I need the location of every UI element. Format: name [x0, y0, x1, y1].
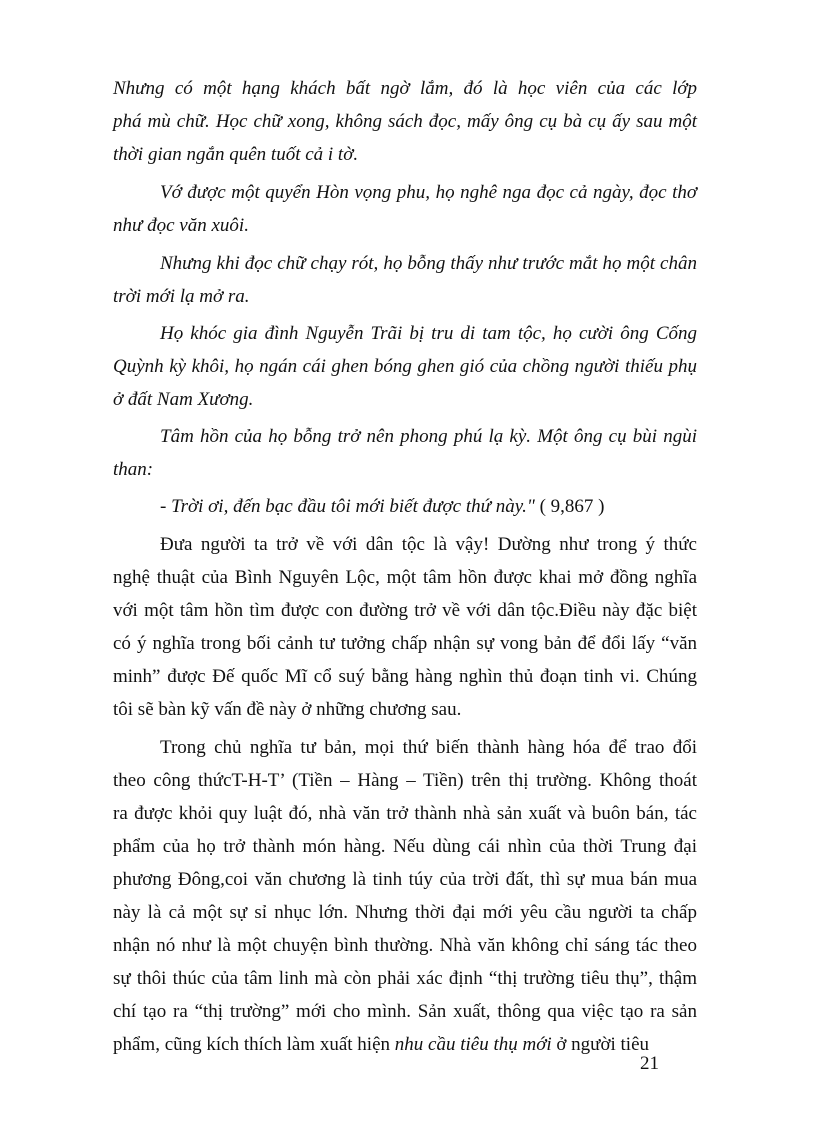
quote-line [160, 495, 697, 519]
text-line: sự thôi thúc của tâm linh mà còn phải xác định “thị trường tiêu thụ”, thậm [113, 968, 697, 989]
text-line: than: [113, 459, 154, 480]
text-line: chí tạo ra “thị trường” mới cho mình. Sản xuất, thông qua việc tạo ra sản [113, 1001, 697, 1022]
text-line: ra được khỏi quy luật đó, nhà văn trở thành nhà sản xuất và buôn bán, tác [113, 803, 697, 824]
text-line: Quỳnh kỳ khôi, họ ngán cái ghen bóng ghen gió của chồng người thiếu phụ [113, 356, 697, 377]
text-line: Nhưng có một hạng khách bất ngờ lắm, đó là học viên của các lớp [113, 78, 697, 99]
text-line: ở đất Nam Xương. [113, 389, 254, 410]
text-line: trời mới lạ mở ra. [113, 286, 250, 307]
text-line [113, 1033, 697, 1057]
text-line: nhận nó như là một chuyện bình thường. Nhà văn không chỉ sáng tác theo [113, 935, 697, 956]
text-line: Tâm hồn của họ bỗng trở nên phong phú lạ kỳ. Một ông cụ bùi ngùi [160, 426, 697, 447]
text-line: với một tâm hồn tìm được con đường trở về với dân tộc.Điều này đặc biệt [113, 600, 697, 621]
text-line: Họ khóc gia đình Nguyễn Trãi bị tru di tam tộc, họ cười ông Cống [160, 323, 697, 344]
text-line: như đọc văn xuôi. [113, 215, 249, 236]
text-line: có ý nghĩa trong bối cảnh tư tưởng chấp nhận sự vong bản để đổi lấy “văn [113, 633, 697, 654]
text-line: Trong chủ nghĩa tư bản, mọi thứ biến thành hàng hóa để trao đổi [160, 737, 697, 758]
page-number: 21 [640, 1053, 659, 1074]
italic-phrase: nhu cầu tiêu thụ mới [394, 1034, 552, 1055]
text-line: theo công thứcT-H-T’ (Tiền – Hàng – Tiền) trên thị trường. Không thoát [113, 770, 697, 791]
text-segment: phẩm, cũng kích thích làm xuất hiện [113, 1034, 395, 1055]
text-line: thời gian ngắn quên tuốt cả i tờ. [113, 144, 359, 165]
text-line: Đưa người ta trở về với dân tộc là vậy! Dường như trong ý thức [160, 534, 697, 555]
text-line: tôi sẽ bàn kỹ vấn đề này ở những chương sau. [113, 699, 462, 720]
quote-text: - Trời ơi, đến bạc đầu tôi mới biết được thứ này." [160, 496, 535, 517]
text-line: Nhưng khi đọc chữ chạy rót, họ bỗng thấy như trước mắt họ một chân [160, 253, 697, 274]
text-line: phương Đông,coi văn chương là tinh túy của trời đất, thì sự mua bán mua [113, 869, 697, 890]
text-line: phá mù chữ. Học chữ xong, không sách đọc, mấy ông cụ bà cụ ấy sau một [113, 111, 697, 132]
text-line: nghệ thuật của Bình Nguyên Lộc, một tâm hồn được khai mở đồng nghĩa [113, 567, 697, 588]
citation: ( 9,867 ) [539, 496, 605, 517]
text-segment: ở người tiêu [551, 1034, 650, 1055]
text-line: Vớ được một quyển Hòn vọng phu, họ nghê nga đọc cả ngày, đọc thơ [160, 182, 697, 203]
text-line: minh” được Đế quốc Mĩ cổ suý bằng hàng nghìn thủ đoạn tinh vi. Chúng [113, 666, 697, 687]
text-line: này là cả một sự sỉ nhục lớn. Nhưng thời đại mới yêu cầu người ta chấp [113, 902, 697, 923]
text-line: phẩm của họ trở thành món hàng. Nếu dùng cái nhìn của thời Trung đại [113, 836, 697, 857]
